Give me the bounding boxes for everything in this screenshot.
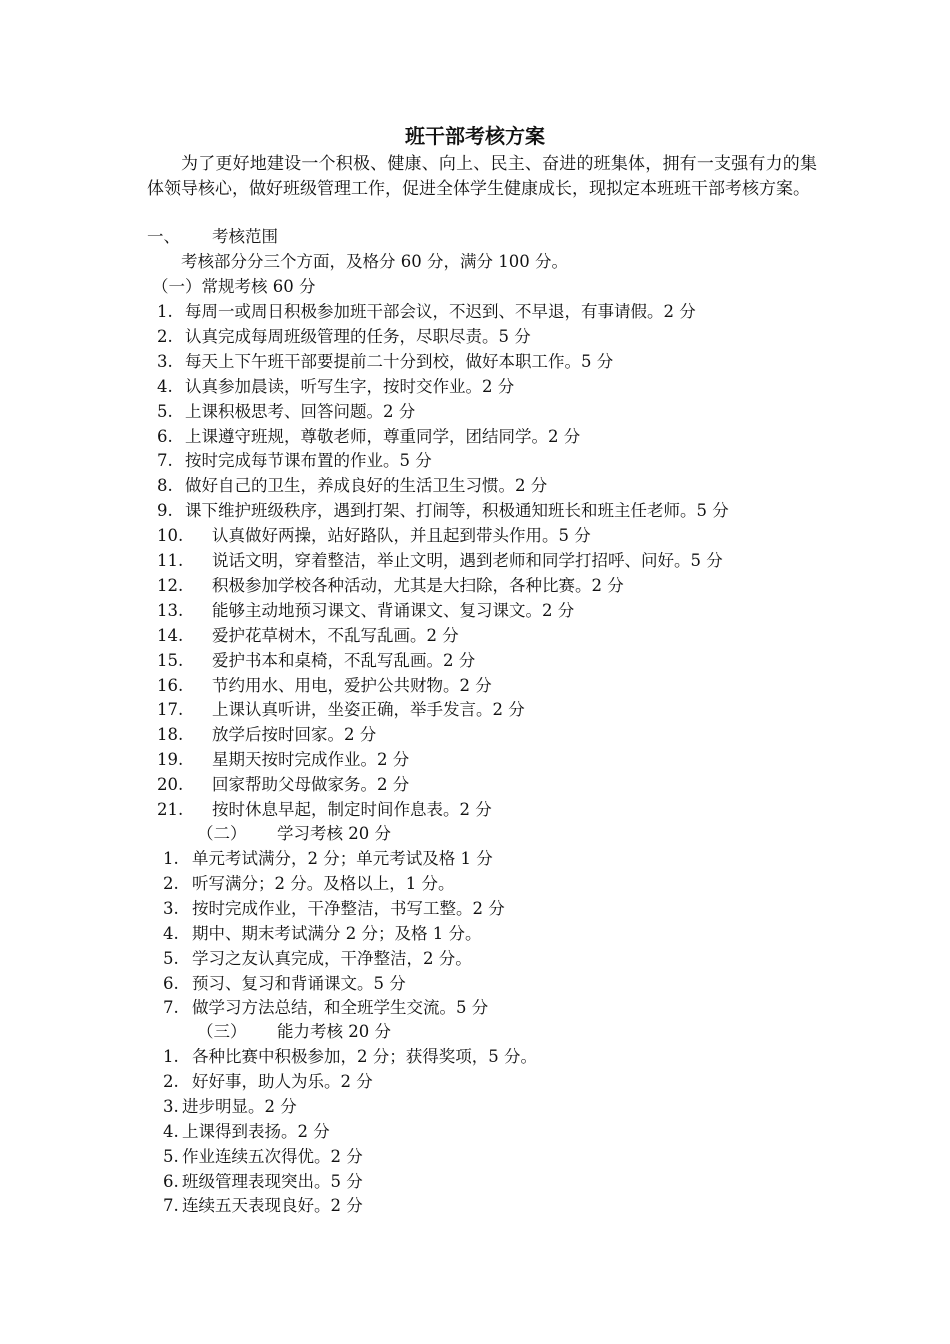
list-item [163, 1096, 297, 1118]
list-item-text: 节约用水、用电，爱护公共财物。2 分 [212, 675, 492, 695]
list-item-text: 爱护花草树木，不乱写乱画。2 分 [212, 625, 459, 645]
list-item [157, 550, 723, 572]
list-item-number: 7. [163, 998, 179, 1018]
list-item-number: 5. [163, 1146, 179, 1166]
list-item [163, 948, 472, 970]
list-item-number: 21. [157, 800, 184, 819]
list-item-text: 能够主动地预习课文、背诵课文、复习课文。2 分 [212, 600, 575, 620]
list-item [157, 376, 514, 398]
list-item-number: 6. [157, 426, 173, 446]
list-item [157, 600, 574, 622]
list-item [163, 1046, 537, 1068]
list-item [157, 650, 475, 672]
list-item-text: 期中、期末考试满分 2 分；及格 1 分。 [192, 923, 482, 943]
list-item-text: 进步明显。2 分 [182, 1096, 297, 1116]
list-item [157, 475, 547, 497]
list-item-number: 4. [157, 376, 173, 396]
list-item [157, 699, 525, 721]
list-item-text: 每周一或周日积极参加班干部会议，不迟到、不早退，有事请假。2 分 [185, 302, 696, 321]
list-item-text: 上课积极思考、回答问题。2 分 [185, 401, 416, 421]
list-item [157, 301, 696, 323]
list-item-text: 认真参加晨读，听写生字，按时交作业。2 分 [185, 376, 515, 396]
list-item-text: 单元考试满分，2 分；单元考试及格 1 分 [192, 849, 493, 868]
list-item [163, 923, 481, 945]
list-item [163, 973, 406, 995]
list-item-text: 课下维护班级秩序，遇到打架、打闹等，积极通知班长和班主任老师。5 分 [185, 501, 729, 521]
section-marker: 一、 [147, 227, 180, 246]
list-item-number: 19. [157, 750, 184, 770]
list-item-number: 10. [157, 526, 184, 546]
list-item-text: 做好自己的卫生，养成良好的生活卫生习惯。2 分 [185, 476, 548, 496]
part2-heading [197, 823, 391, 845]
list-item-number: 2. [163, 873, 179, 893]
section-heading-text: 考核范围 [212, 227, 278, 246]
list-item-text: 回家帮助父母做家务。2 分 [212, 775, 410, 795]
part1-heading: （一）常规考核 60 分 [152, 277, 316, 296]
list-item [157, 799, 492, 821]
list-item-number: 13. [157, 600, 184, 620]
list-item-number: 17. [157, 700, 184, 720]
list-item-number: 12. [157, 575, 184, 595]
list-item [163, 873, 455, 895]
list-item [163, 997, 488, 1019]
list-item [157, 749, 409, 771]
list-item-text: 上课遵守班规，尊敬老师，尊重同学，团结同学。2 分 [185, 426, 581, 446]
list-item-number: 15. [157, 650, 184, 670]
intro-paragraph: 为了更好地建设一个积极、健康、向上、民主、奋进的班集体，拥有一支强有力的集体领导核心，做好班级管理工作，促进全体学生健康成长，现拟定本班班干部考核方案。 [147, 154, 817, 199]
list-item-text: 按时完成每节课布置的作业。5 分 [185, 451, 432, 471]
list-item [157, 575, 624, 597]
list-item [157, 625, 459, 647]
list-item-text: 认真做好两操，站好路队，并且起到带头作用。5 分 [212, 526, 591, 546]
list-item-text: 学习之友认真完成，干净整洁，2 分。 [192, 948, 472, 968]
list-item-number: 4. [163, 1121, 179, 1141]
list-item-number: 7. [163, 1196, 179, 1216]
list-item-text: 班级管理表现突出。5 分 [182, 1171, 363, 1191]
list-item-number: 11. [157, 551, 184, 570]
list-item-number: 7. [157, 451, 173, 471]
list-item [163, 1121, 330, 1143]
list-item-text: 好好事，助人为乐。2 分 [192, 1071, 373, 1091]
list-item [157, 675, 492, 697]
list-item-number: 8. [157, 476, 173, 496]
list-item-number: 3. [163, 898, 179, 918]
list-item-number: 4. [163, 923, 179, 943]
list-item [157, 724, 376, 746]
list-item-number: 3. [163, 1096, 179, 1116]
list-item-text: 星期天按时完成作业。2 分 [212, 750, 410, 770]
list-item [157, 774, 409, 796]
list-item-number: 1. [157, 302, 173, 321]
list-item [163, 848, 493, 870]
list-item-number: 2. [157, 326, 173, 346]
list-item-number: 5. [157, 401, 173, 421]
list-item [163, 1195, 363, 1217]
list-item-text: 积极参加学校各种活动，尤其是大扫除，各种比赛。2 分 [212, 575, 624, 595]
part3-heading-text: 能力考核 20 分 [277, 1022, 391, 1041]
list-item-text: 按时完成作业，干净整洁，书写工整。2 分 [192, 898, 505, 918]
list-item-text: 做学习方法总结，和全班学生交流。5 分 [192, 998, 489, 1018]
part3-heading [197, 1021, 391, 1043]
list-item-text: 上课得到表扬。2 分 [182, 1121, 330, 1141]
list-item-number: 3. [157, 351, 173, 371]
list-item [157, 326, 531, 348]
document-title: 班干部考核方案 [405, 124, 545, 148]
list-item [157, 450, 432, 472]
list-item-number: 9. [157, 501, 173, 521]
list-item [157, 426, 580, 448]
list-item [157, 525, 591, 547]
list-item-text: 上课认真听讲，坐姿正确，举手发言。2 分 [212, 700, 525, 720]
list-item-text: 听写满分；2 分。及格以上，1 分。 [192, 873, 455, 893]
part2-marker: （二） [197, 824, 247, 843]
list-item [163, 898, 505, 920]
list-item-number: 14. [157, 625, 184, 645]
list-item-text: 爱护书本和桌椅，不乱写乱画。2 分 [212, 650, 476, 670]
list-item [157, 401, 415, 423]
list-item-text: 作业连续五次得优。2 分 [182, 1146, 363, 1166]
section-heading [147, 226, 278, 248]
part2-heading-text: 学习考核 20 分 [277, 824, 391, 843]
list-item-number: 18. [157, 725, 184, 745]
list-item-text: 预习、复习和背诵课文。5 分 [192, 973, 406, 993]
list-item-number: 16. [157, 675, 184, 695]
list-item [157, 500, 729, 522]
list-item-text: 认真完成每周班级管理的任务，尽职尽责。5 分 [185, 326, 531, 346]
list-item-number: 6. [163, 973, 179, 993]
list-item [163, 1071, 373, 1093]
list-item-text: 每天上下午班干部要提前二十分到校，做好本职工作。5 分 [185, 351, 614, 371]
list-item-number: 1. [163, 849, 179, 868]
score-summary: 考核部分分三个方面，及格分 60 分，满分 100 分。 [181, 252, 568, 271]
list-item-text: 连续五天表现良好。2 分 [182, 1196, 363, 1216]
list-item-text: 按时休息早起，制定时间作息表。2 分 [212, 800, 492, 819]
list-item [163, 1146, 363, 1168]
list-item [163, 1171, 363, 1193]
part3-marker: （三） [197, 1022, 247, 1041]
list-item-number: 1. [163, 1047, 179, 1066]
list-item-number: 2. [163, 1071, 179, 1091]
list-item-number: 5. [163, 948, 179, 968]
list-item-text: 放学后按时回家。2 分 [212, 725, 377, 745]
list-item-number: 20. [157, 775, 184, 795]
list-item-text: 各种比赛中积极参加，2 分；获得奖项，5 分。 [192, 1047, 537, 1066]
list-item-text: 说话文明，穿着整洁，举止文明，遇到老师和同学打招呼、问好。5 分 [212, 551, 723, 570]
list-item [157, 351, 613, 373]
list-item-number: 6. [163, 1171, 179, 1191]
